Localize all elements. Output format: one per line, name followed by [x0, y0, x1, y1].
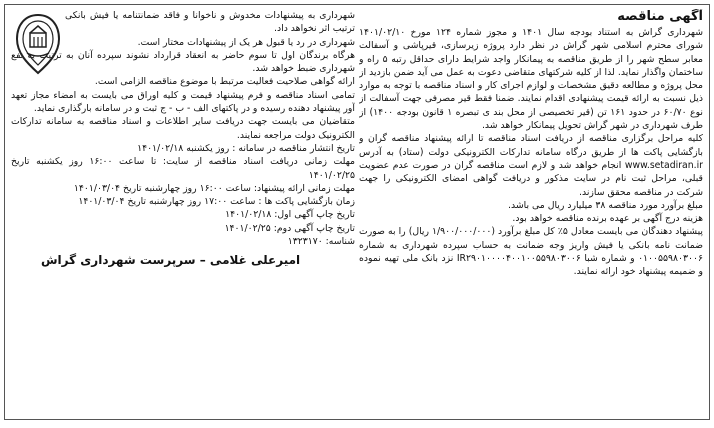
- signature: امیرعلی غلامی – سرپرست شهرداری گراش: [41, 253, 301, 268]
- municipality-emblem-icon: [13, 11, 63, 79]
- id-line: شناسه: ۱۳۲۳۱۷۰: [287, 236, 355, 248]
- left-column: [11, 9, 355, 415]
- tender-notice: [4, 4, 710, 420]
- date-line: تاریخ چاپ آگهی اول: ۱۴۰۱/۰۲/۱۸: [225, 209, 355, 221]
- date-line: تاریخ انتشار مناقصه در سامانه : روز یکشنبه ۱۴۰۱/۰۲/۱۸: [137, 142, 355, 154]
- right-column: [359, 9, 703, 415]
- paragraph: مبلغ برآورد مورد مناقصه ۳۸ میلیارد ریال می باشد.: [508, 199, 703, 211]
- paragraph: شهرداری به پیشنهادات مخدوش و ناخوانا و فاقد ضمانتنامه یا فیش بانکی ترتیب اثر نخواهد داد.: [65, 10, 355, 35]
- paragraph: ارائه گواهی صلاحیت فعالیت مرتبط با موضوع مناقصه الزامی است.: [94, 76, 355, 88]
- paragraph: شهرداری در رد یا قبول هر یک از پیشنهادات مختار است.: [137, 36, 355, 48]
- notice-title: آگهی مناقصه: [617, 9, 703, 24]
- left-text-top: [65, 9, 355, 49]
- paragraph: هزینه درج آگهی بر عهده برنده مناقصه خواهد بود.: [512, 213, 703, 225]
- paragraph: شهرداری گراش به استناد بودجه سال ۱۴۰۱ و مجوز شماره ۱۲۴ مورخ ۱۴۰۱/۰۲/۱۰ شورای محترم اسلامی شهر گراش در نظر دارد پروژه زیرسازی، قیرپاشی و آسفالت معابر سطح شهر را از طریق مناقصه به پیمانکار واجد شرایط دارای حداقل رتبه ۵ راه و ساختمان واگذار نماید. لذا از کلیه شرکتهای متقاضی دعوت به عمل می آید ضمن بازدید از محل پروژه و مطالعه دقیق مشخصات و لوازم اجرای کار و اسناد مناقصه با توجه به موارد ذیل نسبت به ارائه قیمت پیشنهادی اقدام نمایند. ضمنا فقط قیر مصرفی جهت آسفالت از نوع ۶۰/۷۰ در حدود ۱۶۱ تن (قیر تخصیصی از محل بند ی تبصره ۱ قانون بودجه ۱۴۰۰) از طرف شهرداری در شهر گراش تحویل پیمانکار خواهد شد.: [359, 27, 703, 132]
- date-line: زمان بازگشایی پاکت ها : ساعت ۱۷:۰۰ روز چهارشنبه تاریخ ۱۴۰۱/۰۳/۰۴: [78, 196, 355, 208]
- date-line: مهلت زمانی دریافت اسناد مناقصه از سایت: تا ساعت ۱۶:۰۰ روز یکشنبه تاریخ ۱۴۰۱/۰۲/۲۵: [11, 156, 355, 181]
- paragraph: متقاضیان می بایست جهت دریافت سایر اطلاعات و اسناد مناقصه به سامانه تدارکات الکترونیک دولت مراجعه نمایند.: [11, 116, 355, 141]
- paragraph: پیشنهاد دهندگان می بایست معادل ۵٪ کل مبلغ برآورد (۱/۹۰۰/۰۰۰/۰۰۰ ریال) را به صورت ضمانت نامه بانکی یا فیش واریز وجه ضمانت به حساب سپرده شهرداری به شماره ۰۱۰۰۵۵۹۸۰۳۰۰۶ و شماره شبا IR۲۹۰۱۰۰۰۰۴۰۰۱۰۰۵۵۹۸۰۳۰۰۶ نزد بانک ملی تهیه نموده و ضمیمه پیشنهاد خود ارائه نمایند.: [359, 226, 703, 278]
- date-line: تاریخ چاپ آگهی دوم: ۱۴۰۱/۰۲/۲۵: [224, 222, 355, 234]
- paragraph: کلیه مراحل برگزاری مناقصه از دریافت اسناد مناقصه تا ارائه پیشنهاد مناقصه گران و بازگشایی پاکت ها از طریق درگاه سامانه تدارکات الکترونیکی دولت (ستاد) به آدرس www.setadiran.ir انجام خواهد شد و لازم است مناقصه گران در صورت عدم عضویت قبلی، مراحل ثبت نام در سایت مذکور و دریافت گواهی امضای الکترونیکی را جهت شرکت در مناقصه محقق سازند.: [359, 133, 703, 198]
- paragraph: تمامی اسناد مناقصه و فرم پیشنهاد قیمت و کلیه اوراق می بایست به امضاء مجاز تعهد آور پیشنهاد دهنده رسیده و در پاکتهای الف - ب - ج ثبت و در سامانه بارگذاری نماید.: [11, 89, 355, 115]
- paragraph: هرگاه برندگان اول تا سوم حاضر به انعقاد قرارداد نشوند سپرده آنان به ترتیب به نفع شهرداری ضبط خواهد شد.: [11, 49, 355, 75]
- date-line: مهلت زمانی ارائه پیشنهاد: ساعت ۱۶:۰۰ روز چهارشنبه تاریخ ۱۴۰۱/۰۳/۰۴: [73, 182, 355, 194]
